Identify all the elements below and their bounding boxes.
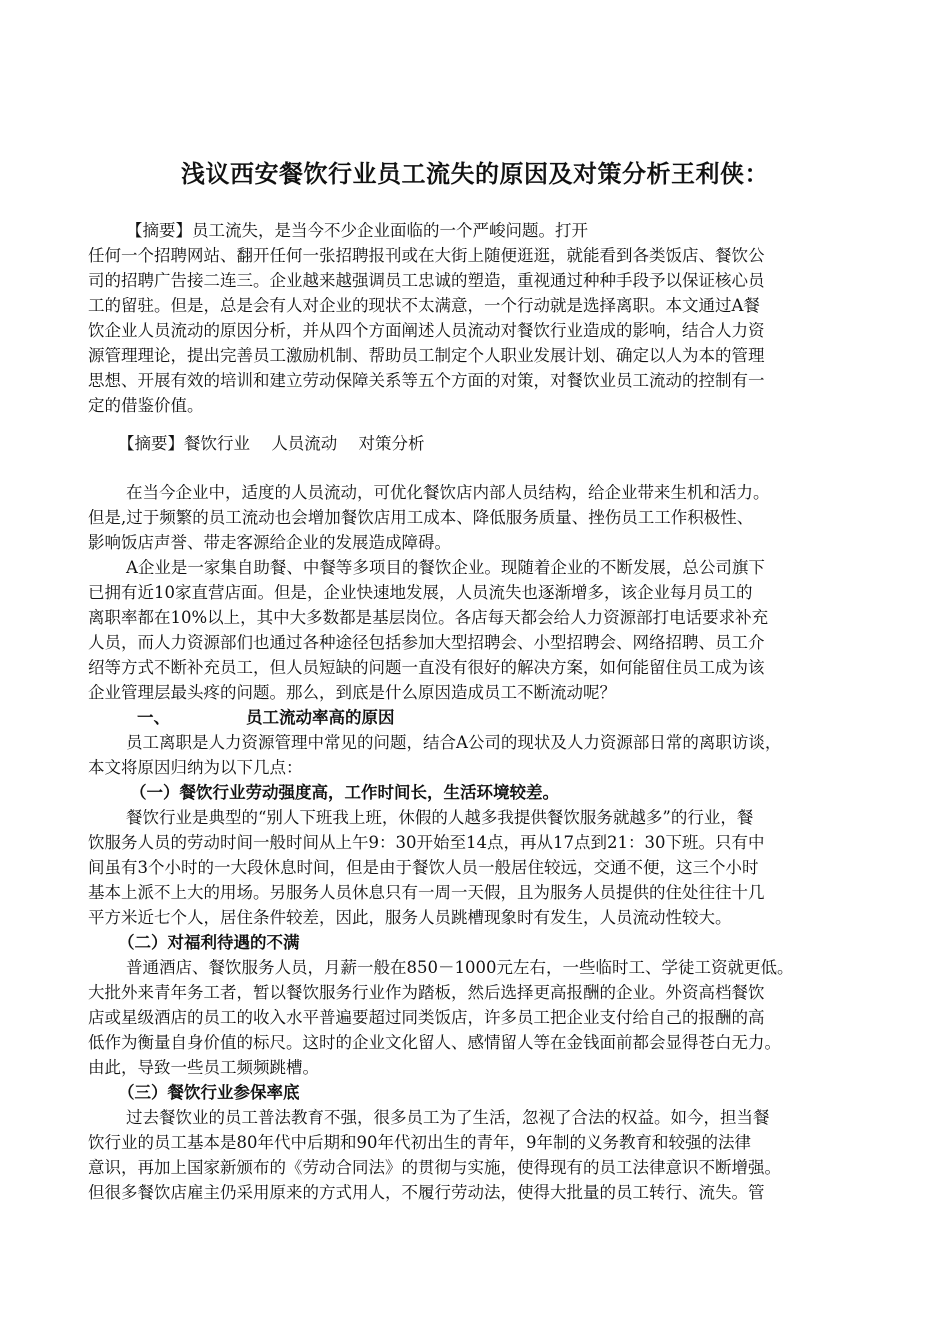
- body-line: 绍等方式不断补充员工，但人员短缺的问题一直没有很好的解决方案，如何能留住员工成为该: [88, 658, 765, 677]
- body-line: 低作为衡量自身价值的标尺。这时的企业文化留人、感情留人等在金钱面前都会显得苍白无力。: [88, 1033, 781, 1052]
- abstract-line: 司的招聘广告接二连三。企业越来越强调员工忠诚的塑造，重视通过种种手段予以保证核心员: [88, 271, 765, 290]
- body-line: 但是,过于频繁的员工流动也会增加餐饮店用工成本、降低服务质量、挫伤员工工作积极性、: [88, 508, 754, 527]
- abstract-line: 饮企业人员流动的原因分析，并从四个方面阐述人员流动对餐饮行业造成的影响，结合人力资: [88, 321, 765, 340]
- body-line: 由此，导致一些员工频频跳槽。: [88, 1058, 319, 1077]
- body-line: 在当今企业中，适度的人员流动，可优化餐饮店内部人员结构，给企业带来生机和活力。: [126, 483, 770, 502]
- subsection-heading: （二）对福利待遇的不满: [118, 933, 300, 952]
- keyword: 人员流动: [271, 434, 338, 453]
- body-line: 员工离职是人力资源管理中常见的问题，结合A公司的现状及人力资源部日常的离职访谈，: [126, 733, 782, 752]
- section-number: 一、: [137, 708, 170, 727]
- abstract-line: 源管理理论，提出完善员工激励机制、帮助员工制定个人职业发展计划、确定以人为本的管理: [88, 346, 765, 365]
- subsection-heading: （三）餐饮行业参保率底: [118, 1083, 300, 1102]
- body-line: 企业管理层最头疼的问题。那么，到底是什么原因造成员工不断流动呢？: [88, 683, 616, 702]
- body-line: 已拥有近10家直营店面。但是，企业快速地发展，人员流失也逐渐增多，该企业每月员工的: [88, 583, 753, 602]
- body-line: 但很多餐饮店雇主仍采用原来的方式用人，不履行劳动法，使得大批量的员工转行、流失。管: [88, 1183, 765, 1202]
- body-line: A企业是一家集自助餐、中餐等多项目的餐饮企业。现随着企业的不断发展，总公司旗下: [126, 558, 765, 577]
- body-line: 普通酒店、餐饮服务人员，月薪一般在850－1000元左右，一些临时工、学徒工资就更低。: [126, 958, 794, 977]
- body-line: 间虽有3个小时的一大段休息时间，但是由于餐饮人员一般居住较远，交通不便，这三个小时: [88, 858, 759, 877]
- abstract-line: 任何一个招聘网站、翻开任何一张招聘报刊或在大街上随便逛逛，就能看到各类饭店、餐饮公: [88, 246, 765, 265]
- body-line: 影响饭店声誉、带走客源给企业的发展造成障碍。: [88, 533, 451, 552]
- body-line: 过去餐饮业的员工普法教育不强，很多员工为了生活，忽视了合法的权益。如今，担当餐: [126, 1108, 770, 1127]
- document-title: 浅议西安餐饮行业员工流失的原因及对策分析王利侠：: [181, 159, 769, 188]
- abstract-line: 定的借鉴价值。: [88, 396, 204, 415]
- body-line: 意识，再加上国家新颁布的《劳动合同法》的贯彻与实施，使得现有的员工法律意识不断增强。: [88, 1158, 781, 1177]
- body-line: 店或星级酒店的员工的收入水平普遍要超过同类饭店，许多员工把企业支付给自己的报酬的高: [88, 1008, 765, 1027]
- body-line: 大批外来青年务工者，暂以餐饮服务行业作为踏板，然后选择更高报酬的企业。外资高档餐饮: [88, 983, 765, 1002]
- body-line: 人员，而人力资源部们也通过各种途径包括参加大型招聘会、小型招聘会、网络招聘、员工介: [88, 633, 765, 652]
- body-line: 饮行业的员工基本是80年代中后期和90年代初出生的青年，9年制的义务教育和较强的法律: [88, 1133, 751, 1152]
- body-line: 餐饮行业是典型的“别人下班我上班，休假的人越多我提供餐饮服务就越多”的行业，餐: [126, 808, 754, 827]
- body-line: 离职率都在10%以上，其中大多数都是基层岗位。各店每天都会给人力资源部打电话要求补充: [88, 608, 769, 627]
- body-line: 饮服务人员的劳动时间一般时间从上午9：30开始至14点，再从17点到21：30下班。只有中: [88, 833, 765, 852]
- body-line: 平方米近七个人，居住条件较差，因此，服务人员跳槽现象时有发生，人员流动性较大。: [88, 908, 732, 927]
- abstract-line: 思想、开展有效的培训和建立劳动保障关系等五个方面的对策，对餐饮业员工流动的控制有一: [88, 371, 765, 390]
- section-heading: 员工流动率高的原因: [246, 708, 395, 727]
- subsection-heading: （一）餐饮行业劳动强度高，工作时间长，生活环境较差。: [130, 783, 559, 802]
- keywords-line: [118, 432, 441, 456]
- keyword: 对策分析: [358, 434, 425, 453]
- abstract-line: 工的留驻。但是，总是会有人对企业的现状不太满意，一个行动就是选择离职。本文通过A餐: [88, 296, 760, 315]
- keywords-label: 【摘要】餐饮行业: [118, 434, 250, 453]
- abstract-line: 【摘要】员工流失，是当今不少企业面临的一个严峻问题。打开: [126, 221, 588, 240]
- body-line: 基本上派不上大的用场。另服务人员休息只有一周一天假，且为服务人员提供的住处往往十几: [88, 883, 765, 902]
- body-line: 本文将原因归纳为以下几点：: [88, 758, 303, 777]
